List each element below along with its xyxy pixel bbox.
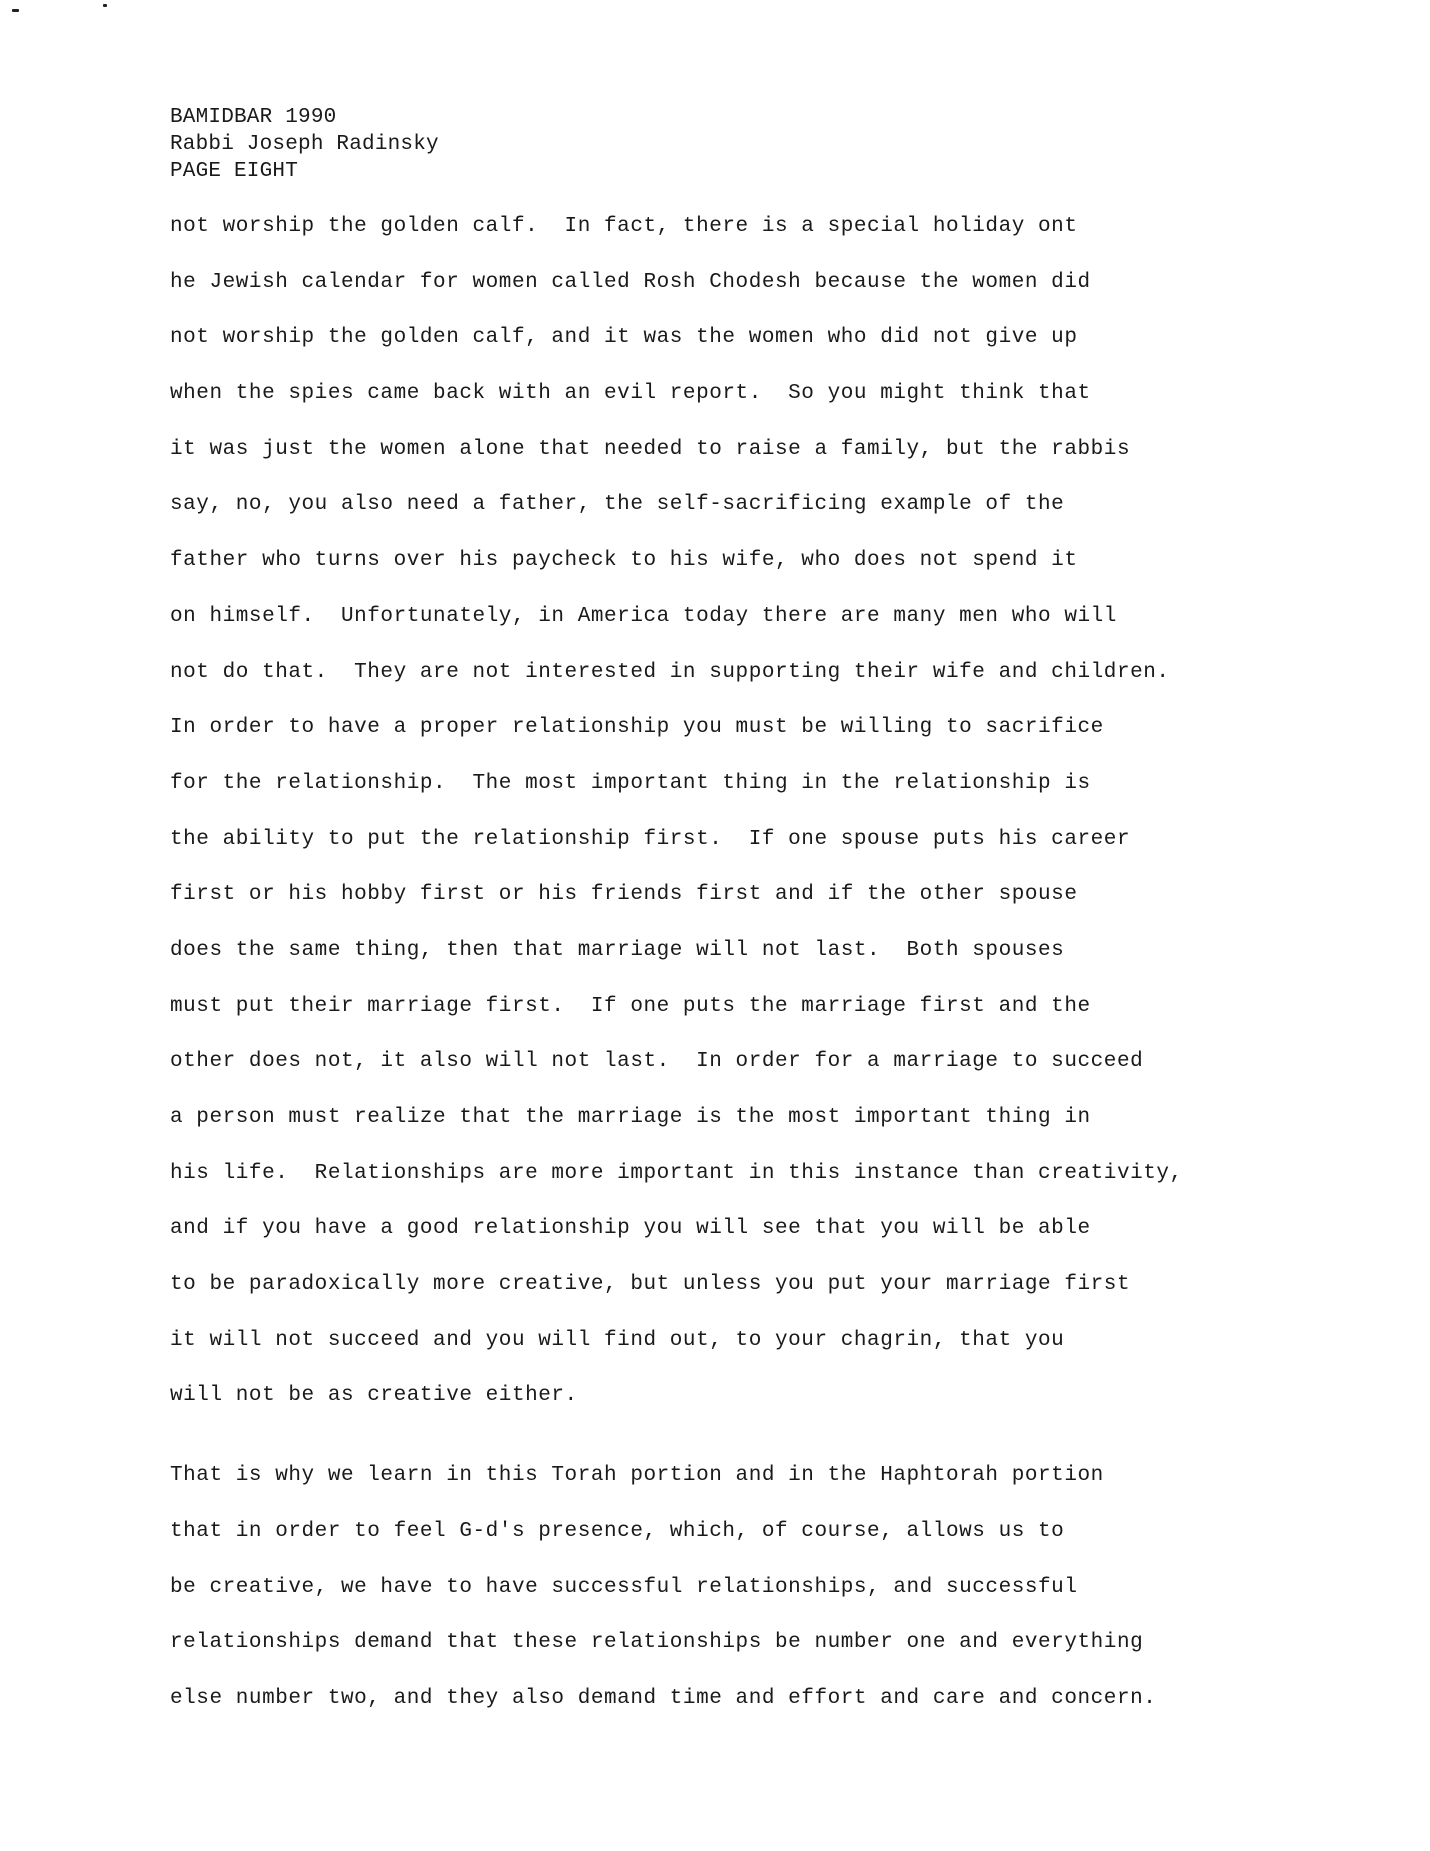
paragraph-1 — [170, 213, 1270, 1438]
text-line: say, no, you also need a father, the self-sacrificing example of the — [170, 493, 1065, 517]
scan-marks — [0, 0, 140, 20]
text-line: not do that. They are not interested in supporting their wife and children. — [170, 660, 1170, 684]
header-page-number: PAGE EIGHT — [170, 160, 299, 183]
header-author: Rabbi Joseph Radinsky — [170, 133, 439, 156]
text-line: it was just the women alone that needed to raise a family, but the rabbis — [170, 437, 1131, 461]
text-line: That is why we learn in this Torah portion and in the Haphtorah portion — [170, 1464, 1104, 1488]
text-line: it will not succeed and you will find out, to your chagrin, that you — [170, 1328, 1065, 1352]
text-line: relationships demand that these relationships be number one and everything — [170, 1631, 1144, 1655]
text-line: other does not, it also will not last. In order for a marriage to succeed — [170, 1050, 1144, 1074]
text-line: be creative, we have to have successful relationships, and successful — [170, 1575, 1078, 1599]
text-line: his life. Relationships are more important in this instance than creativity, — [170, 1161, 1183, 1185]
text-line: In order to have a proper relationship you must be willing to sacrifice — [170, 716, 1104, 740]
text-line: does the same thing, then that marriage will not last. Both spouses — [170, 938, 1065, 962]
text-line: else number two, and they also demand time and effort and care and concern. — [170, 1686, 1157, 1710]
header-title: BAMIDBAR 1990 — [170, 106, 337, 129]
text-line: the ability to put the relationship first. If one spouse puts his career — [170, 827, 1131, 851]
text-line: father who turns over his paycheck to his wife, who does not spend it — [170, 549, 1078, 573]
scan-mark — [12, 9, 19, 12]
document-body — [170, 213, 1270, 1741]
text-line: that in order to feel G-d's presence, which, of course, allows us to — [170, 1519, 1065, 1543]
text-line: for the relationship. The most important thing in the relationship is — [170, 771, 1091, 795]
text-line: on himself. Unfortunately, in America today there are many men who will — [170, 604, 1117, 628]
text-line: not worship the golden calf, and it was the women who did not give up — [170, 326, 1078, 350]
document-header — [170, 104, 439, 185]
text-line: he Jewish calendar for women called Rosh Chodesh because the women did — [170, 270, 1091, 294]
text-line: first or his hobby first or his friends first and if the other spouse — [170, 883, 1078, 907]
text-line: will not be as creative either. — [170, 1384, 578, 1408]
scan-mark — [103, 4, 107, 7]
paragraph-2 — [170, 1462, 1270, 1740]
text-line: to be paradoxically more creative, but unless you put your marriage first — [170, 1273, 1131, 1297]
text-line: not worship the golden calf. In fact, there is a special holiday ont — [170, 215, 1078, 238]
text-line: when the spies came back with an evil report. So you might think that — [170, 382, 1091, 406]
text-line: a person must realize that the marriage is the most important thing in — [170, 1106, 1091, 1129]
text-line: must put their marriage first. If one puts the marriage first and the — [170, 994, 1091, 1018]
text-line: and if you have a good relationship you will see that you will be able — [170, 1217, 1091, 1241]
